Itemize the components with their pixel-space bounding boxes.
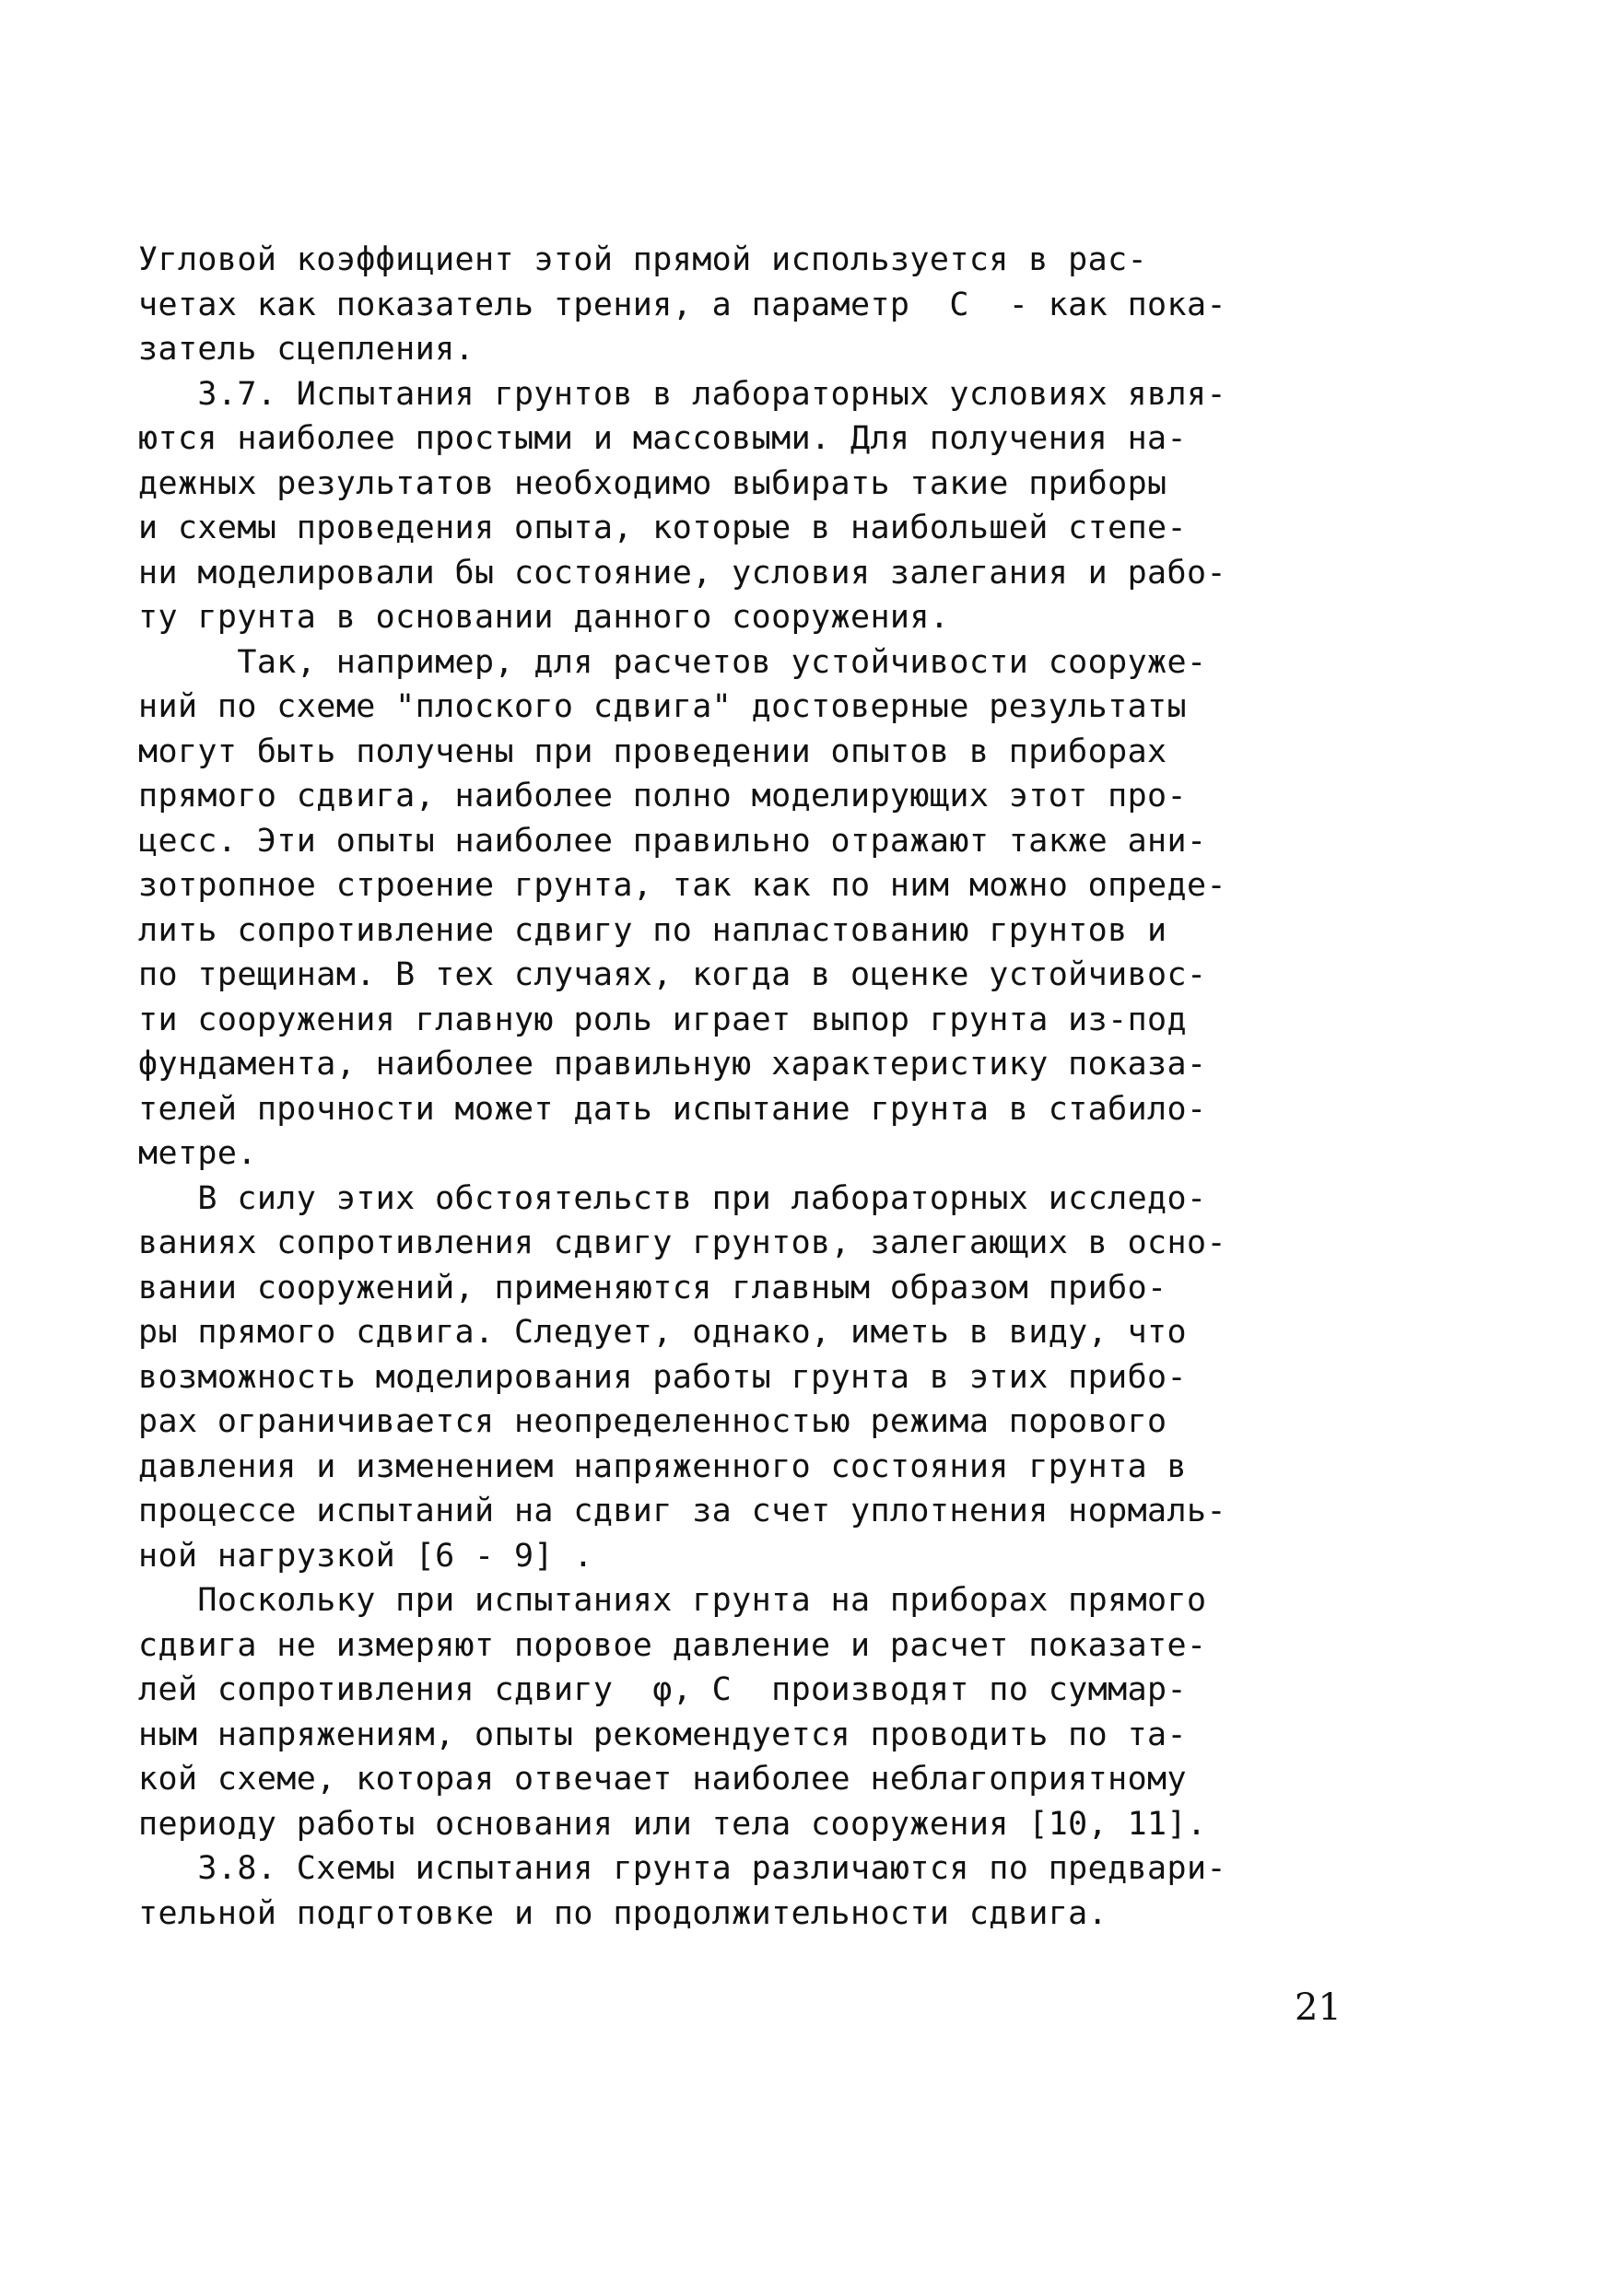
text-line: телей прочности может дать испытание грунта в стабило- [138, 1090, 1207, 1128]
text-line: лить сопротивление сдвигу по напластованию грунтов и [138, 911, 1167, 949]
text-line: зотропное строение грунта, так как по ним можно опреде- [138, 867, 1226, 904]
text-line: Угловой коэффициент этой прямой используется в рас- [138, 241, 1148, 278]
text-line: метре. [138, 1135, 257, 1172]
text-line: ным напряжениям, опыты рекомендуется проводить по та- [138, 1716, 1188, 1753]
text-line: Поскольку при испытаниях грунта на приборах прямого [138, 1582, 1207, 1619]
text-line: ются наиболее простыми и массовыми. Для получения на- [138, 420, 1188, 457]
text-line: вании сооружений, применяются главным образом прибо- [138, 1269, 1167, 1306]
text-line: четах как показатель трения, а параметр C - как пока- [138, 286, 1226, 323]
text-line: возможность моделирования работы грунта в этих прибо- [138, 1358, 1188, 1396]
text-line: сдвига не измеряют поровое давление и расчет показате- [138, 1626, 1207, 1664]
text-line: В силу этих обстоятельств при лабораторных исследо- [138, 1179, 1207, 1217]
text-line: давления и изменением напряженного состояния грунта в [138, 1447, 1188, 1485]
text-line: Так, например, для расчетов устойчивости сооруже- [138, 643, 1207, 681]
text-line: периоду работы основания или тела сооружения [10, 11]. [138, 1805, 1207, 1843]
text-line: ной нагрузкой [6 - 9] . [138, 1537, 593, 1575]
text-line: фундамента, наиболее правильную характеристику показа- [138, 1046, 1207, 1083]
text-line: по трещинам. В тех случаях, когда в оценке устойчивос- [138, 956, 1207, 993]
text-line: прямого сдвига, наиболее полно моделирующих этот про- [138, 778, 1188, 814]
text-line: 3.7. Испытания грунтов в лабораторных условиях явля- [138, 375, 1226, 413]
text-line: ни моделировали бы состояние, условия залегания и рабо- [138, 554, 1226, 592]
text-line: ваниях сопротивления сдвигу грунтов, залегающих в осно- [138, 1224, 1226, 1261]
text-line: и схемы проведения опыта, которые в наибольшей степе- [138, 510, 1188, 546]
text-line: ры прямого сдвига. Следует, однако, иметь в виду, что [138, 1314, 1188, 1351]
text-line: рах ограничивается неопределенностью режима порового [138, 1403, 1167, 1440]
text-line: затель сцепления. [138, 331, 475, 368]
text-line: ний по схеме "плоского сдвига" достоверные результаты [138, 688, 1188, 725]
page-number: 21 [1295, 1986, 1342, 2029]
text-line: цесс. Эти опыты наиболее правильно отражают также ани- [138, 822, 1207, 860]
text-line: ти сооружения главную роль играет выпор грунта из-под [138, 1001, 1188, 1038]
text-line: ту грунта в основании данного сооружения. [138, 599, 950, 636]
body-text [138, 238, 1391, 1936]
text-line: процессе испытаний на сдвиг за счет уплотнения нормаль- [138, 1493, 1226, 1529]
text-line: могут быть получены при проведении опытов в приборах [138, 732, 1167, 770]
text-line: лей сопротивления сдвигу φ, C производят по суммар- [138, 1671, 1188, 1708]
text-line: кой схеме, которая отвечает наиболее неблагоприятному [138, 1761, 1188, 1798]
text-line: 3.8. Схемы испытания грунта различаются по предвари- [138, 1850, 1226, 1887]
text-line: тельной подготовке и по продолжительности сдвига. [138, 1894, 1108, 1932]
text-line: дежных результатов необходимо выбирать такие приборы [138, 464, 1167, 502]
